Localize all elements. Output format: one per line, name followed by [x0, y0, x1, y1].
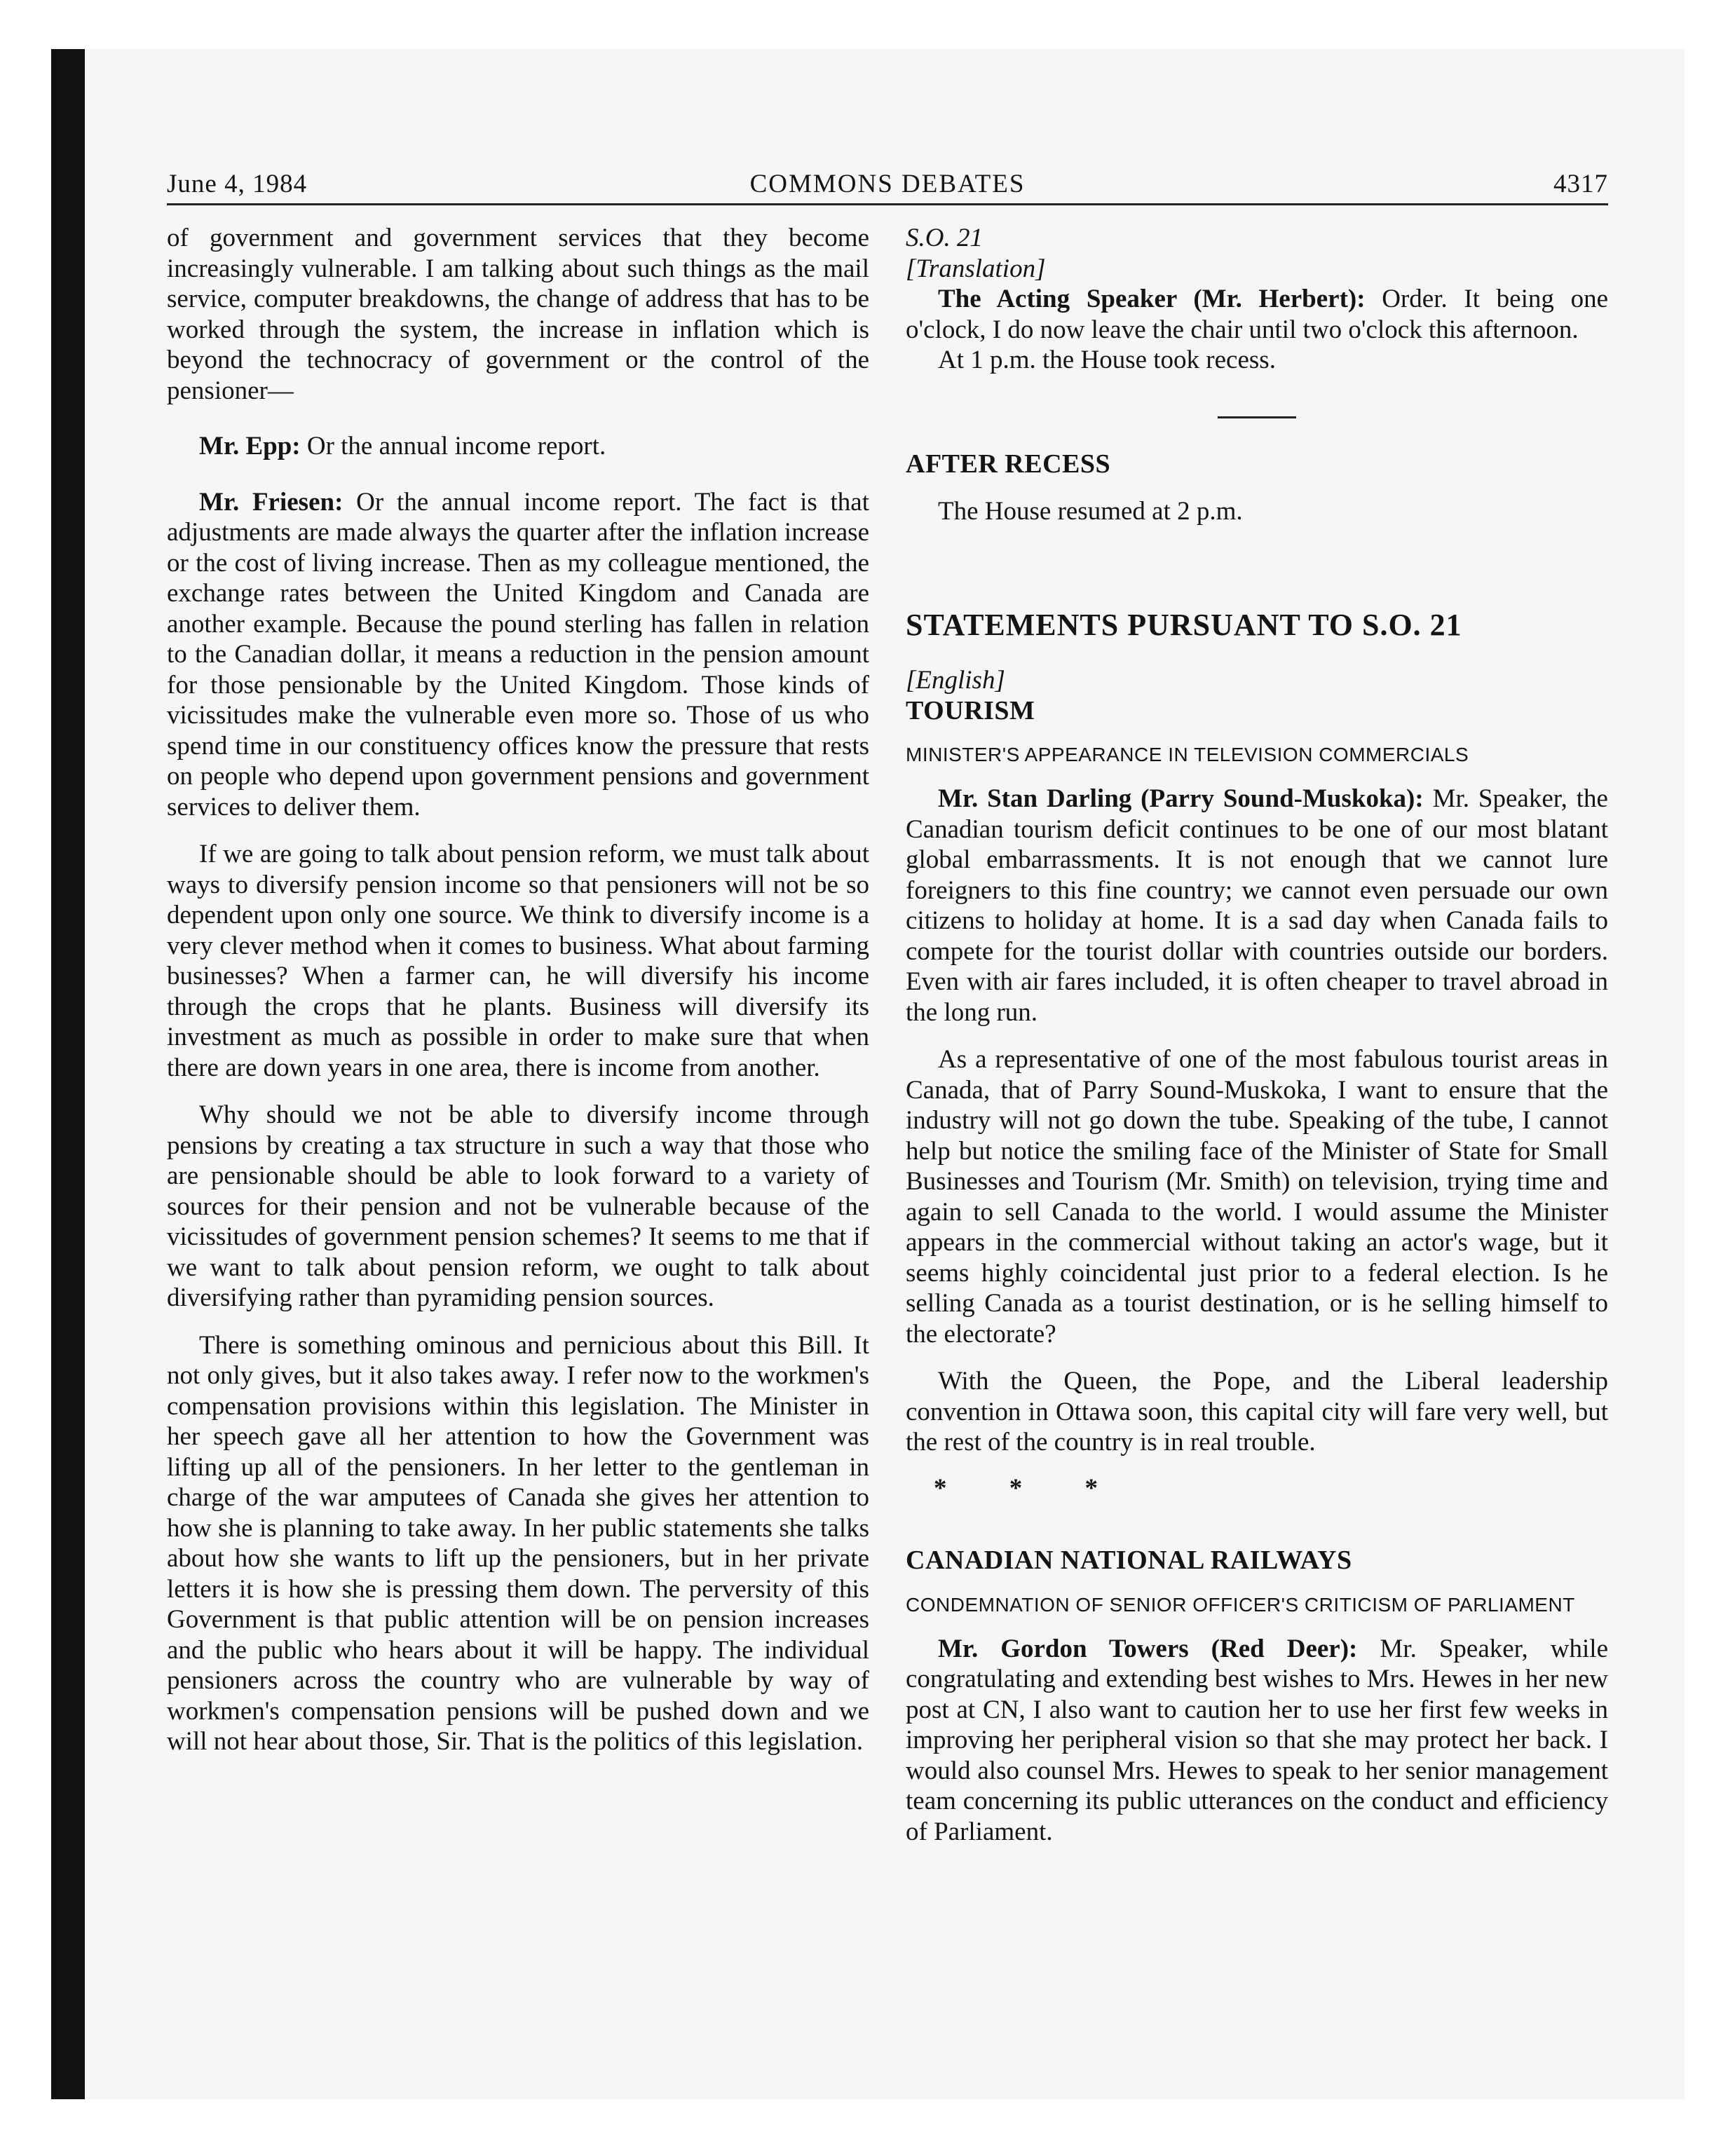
left-column [167, 223, 869, 1757]
page-number: 4317 [1553, 170, 1608, 198]
speech-towers [906, 1634, 1608, 1848]
section-divider [1218, 416, 1296, 418]
paragraph: There is something ominous and pernicious about this Bill. It not only gives, but it also takes away. I refer now to the workmen's compensation provisions within this legislation. The Minister in her speech gave all her attention to how the Government was lifting up all of the pensioners. In her letter to the gentleman in charge of the war amputees of Canada she gives her attention to how she is planning to take away. In her public statements she talks about how she wants to lift up the pensioners, but in her private letters it is how she is pressing them down. The perversity of this Government is that public attention will be on pension increases and the public who hears about it will be happy. The individual pensioners across the country who are vulnerable by way of workmen's compensation pensions will be pushed down and we will not hear about those, Sir. That is the politics of this legislation. [167, 1330, 869, 1756]
speech-text: Mr. Speaker, the Canadian tourism deficit continues to be one of our most blatant global embarrassments. It is not enough that we cannot lure foreigners to this fine country; we cannot even persuade our own citizens to holiday at home. It is a sad day when Canada fails to compete for the tourist dollar with countries outside our borders. Even with air fares included, it is often cheaper to travel abroad in the long run. [906, 784, 1608, 1027]
right-column [906, 223, 1608, 1847]
speaker-name: Mr. Stan Darling (Parry Sound-Muskoka): [938, 784, 1424, 813]
speaker-name: Mr. Epp: [199, 432, 301, 460]
speech-text: Mr. Speaker, while congratulating and extending best wishes to Mrs. Hewes in her new post at CN, I also want to caution her to use her first few weeks in improving her peripheral vision so that she may protect her back. I would also counsel Mrs. Hewes to speak to her senior management team concerning its public utterances on the conduct and efficiency of Parliament. [906, 1634, 1608, 1846]
speech-friesen [167, 487, 869, 823]
speech-darling [906, 784, 1608, 1028]
recess-note: At 1 p.m. the House took recess. [938, 346, 1276, 374]
speech-acting-speaker [906, 284, 1608, 345]
after-recess-heading: AFTER RECESS [906, 449, 1111, 479]
paragraph: of government and government services that they become increasingly vulnerable. I am talking about such things as the mail service, computer breakdowns, the change of address that has to be worked through the system, the increase in inflation which is beyond the technocracy of government or the control of the pensioner— [167, 224, 869, 405]
speaker-name: Mr. Friesen: [199, 487, 343, 517]
statements-heading: STATEMENTS PURSUANT TO S.O. 21 [906, 607, 1462, 642]
speech-text: Order. It being one o'clock, I do now leave the chair until two o'clock this afternoon. [906, 285, 1608, 344]
cn-heading: CANADIAN NATIONAL RAILWAYS [906, 1546, 1352, 1575]
section-separator-stars: * * * [934, 1473, 1126, 1503]
english-tag: [English] [906, 666, 1005, 695]
paragraph: If we are going to talk about pension reform, we must talk about ways to diversify pension income so that pensioners will not be so dependent upon only one source. We think to diversify income is a very clever method when it comes to business. What about farming businesses? When a farmer can, he will diversify his income through the crops that he plants. Business will diversify its investment as much as possible in order to make sure that when there are down years in one area, there is income from another. [167, 840, 869, 1082]
header-date: June 4, 1984 [167, 170, 308, 198]
cn-subhead: CONDEMNATION OF SENIOR OFFICER'S CRITICISM OF PARLIAMENT [906, 1593, 1575, 1616]
resumed-note: The House resumed at 2 p.m. [938, 497, 1243, 526]
speaker-name: Mr. Gordon Towers (Red Deer): [938, 1634, 1358, 1663]
binding-edge [51, 49, 85, 2099]
tourism-heading: TOURISM [906, 695, 1035, 725]
speech-text: Or the annual income report. [300, 432, 606, 460]
running-head: S.O. 21 [906, 224, 983, 252]
paragraph: With the Queen, the Pope, and the Liberal leadership convention in Ottawa soon, this capital city will fare very well, but the rest of the country is in real trouble. [906, 1367, 1608, 1456]
paragraph: As a representative of one of the most fabulous tourist areas in Canada, that of Parry Sound-Muskoka, I want to ensure that the industry will not go down the tube. Speaking of the tube, I cannot help but notice the smiling face of the Minister of State for Small Businesses and Tourism (Mr. Smith) on television, trying time and again to sell Canada to the world. I would assume the Minister appears in the commercial without taking an actor's wage, but it seems highly coincidental just prior to a federal election. Is he selling Canada as a tourist destination, or is he selling himself to the electorate? [906, 1045, 1608, 1349]
paragraph: Why should we not be able to diversify income through pensions by creating a tax structure in such a way that those who are pensionable should be able to look forward to a variety of sources for their pension and not be vulnerable because of the vicissitudes of government pension schemes? It seems to me that if we want to talk about pension reform, we ought to talk about diversifying rather than pyramiding pension sources. [167, 1100, 869, 1312]
page-header [167, 163, 1608, 205]
translation-tag: [Translation] [906, 254, 1046, 283]
speaker-name: The Acting Speaker (Mr. Herbert): [938, 285, 1366, 313]
speech-text: Or the annual income report. The fact is that adjustments are made always the quarter after the inflation increase or the cost of living increase. Then as my colleague mentioned, the exchange rates between the United Kingdom and Canada are another example. Because the pound sterling has fallen in relation to the Canadian dollar, it means a reduction in the pension amount for those pensionable by the United Kingdom. Those kinds of vicissitudes make the vulnerable even more so. Those of us who spend time in our constituency offices know the pressure that rests on people who depend upon government pensions and government services to deliver them. [167, 487, 869, 821]
header-rule [167, 203, 1608, 205]
header-title: COMMONS DEBATES [749, 170, 1026, 198]
tourism-subhead: MINISTER'S APPEARANCE IN TELEVISION COMMERCIALS [906, 744, 1469, 765]
speech-epp [167, 431, 869, 462]
